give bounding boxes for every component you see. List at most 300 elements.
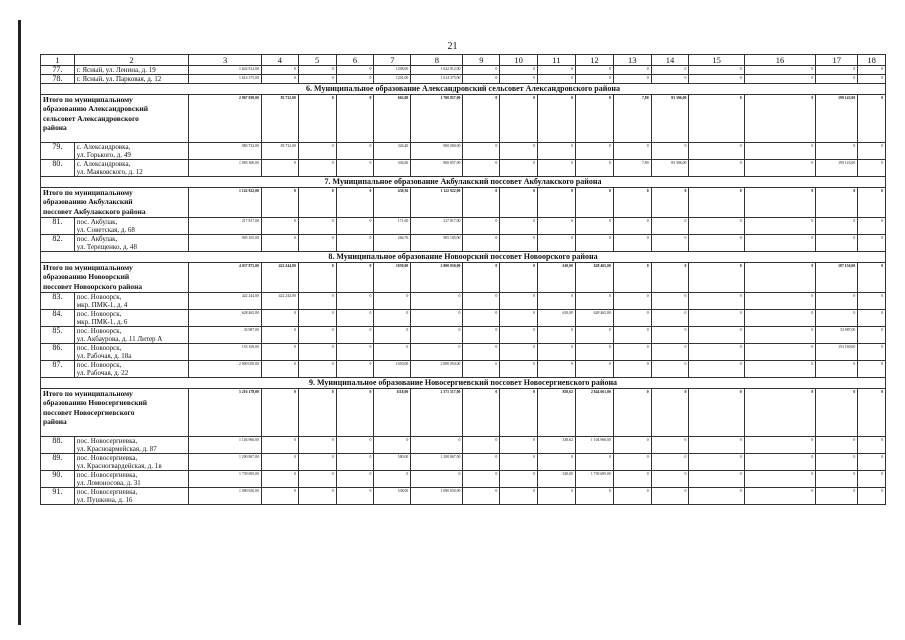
column-number: 13 <box>613 55 651 66</box>
value-cell: 0 <box>538 160 576 177</box>
value-cell: 0 <box>298 471 336 488</box>
value-cell: 0 <box>298 293 336 310</box>
value-cell: 0 <box>336 437 374 454</box>
value-cell: 0 <box>689 488 744 505</box>
value-cell: 0 <box>298 143 336 160</box>
row-index: 79. <box>41 143 75 160</box>
value-cell: 0 <box>411 344 463 361</box>
value-cell: 0 <box>858 310 886 327</box>
value-cell: 0 <box>744 454 816 471</box>
value-cell: 0 <box>816 437 858 454</box>
value-cell: 0 <box>500 488 538 505</box>
table-row <box>41 488 886 505</box>
value-cell: 0 <box>298 454 336 471</box>
value-cell: 0 <box>298 327 336 344</box>
value-cell: 0 <box>744 263 816 293</box>
name-line: поссовет Новосергиевского <box>43 407 135 417</box>
column-number: 11 <box>538 55 576 66</box>
value-cell: 0 <box>374 437 411 454</box>
value-cell: 0 <box>613 437 651 454</box>
row-index: 90. <box>41 471 75 488</box>
name-line: г. Ясный, ул. Ленина, д. 19 <box>76 66 156 74</box>
value-cell: 0 <box>298 437 336 454</box>
value-cell: 0 <box>538 143 576 160</box>
section-header-row <box>41 84 886 95</box>
value-cell: 0 <box>538 293 576 310</box>
value-cell: 1 122 922,00 <box>411 188 463 218</box>
value-cell: 0 <box>858 95 886 143</box>
column-number: 8 <box>411 55 463 66</box>
value-cell: 0 <box>744 75 816 84</box>
value-cell: 0 <box>613 235 651 252</box>
value-cell: 187 156,00 <box>816 263 858 293</box>
value-cell: 0 <box>463 471 500 488</box>
value-cell: 0 <box>744 143 816 160</box>
value-cell: 0 <box>651 361 689 378</box>
value-cell: 0 <box>651 454 689 471</box>
section-header-row <box>41 177 886 188</box>
value-cell: 0 <box>816 66 858 75</box>
value-cell: 0 <box>858 389 886 437</box>
value-cell: 0 <box>261 235 298 252</box>
value-cell: 0 <box>689 293 744 310</box>
value-cell: 1 622 912,00 <box>411 66 463 75</box>
value-cell: 0 <box>298 263 336 293</box>
value-cell: 0 <box>463 361 500 378</box>
value-cell: 0 <box>261 361 298 378</box>
value-cell: 0 <box>613 143 651 160</box>
value-cell: 0 <box>689 95 744 143</box>
value-cell: 0 <box>374 310 411 327</box>
row-index: 83. <box>41 293 75 310</box>
value-cell: 0 <box>651 143 689 160</box>
value-cell: 1208,00 <box>374 66 411 75</box>
value-cell: 0 <box>500 75 538 84</box>
value-cell: 83 732,00 <box>261 143 298 160</box>
address-cell <box>74 160 189 177</box>
value-cell: 1 622 912,00 <box>189 66 262 75</box>
value-cell: 0 <box>463 454 500 471</box>
value-cell: 0 <box>500 437 538 454</box>
value-cell: 0 <box>261 218 298 235</box>
address-cell <box>74 361 189 378</box>
value-cell: 0 <box>575 293 613 310</box>
value-cell: 0 <box>463 235 500 252</box>
value-cell: 0 <box>816 143 858 160</box>
name-line: ул. Маяковского, д. 12 <box>76 168 143 176</box>
value-cell: 0 <box>858 75 886 84</box>
value-cell: 1 080 650,00 <box>411 488 463 505</box>
value-cell: 1 104 966,00 <box>575 437 613 454</box>
page-number: 21 <box>447 41 458 52</box>
value-cell: 0 <box>613 488 651 505</box>
section-header-row <box>41 252 886 263</box>
column-number: 10 <box>500 55 538 66</box>
value-cell: 0 <box>816 488 858 505</box>
address-cell <box>74 471 189 488</box>
value-cell: 0 <box>744 218 816 235</box>
value-cell: 1201,00 <box>374 75 411 84</box>
value-cell: 0 <box>651 471 689 488</box>
value-cell: 0 <box>298 235 336 252</box>
value-cell: 0 <box>500 454 538 471</box>
value-cell: 1 290 867,00 <box>411 454 463 471</box>
name-line: Итого по муниципальному <box>43 95 133 104</box>
row-index: 78. <box>41 75 75 84</box>
name-line: пос. Новоорск, <box>76 327 122 335</box>
value-cell: 0 <box>689 188 744 218</box>
value-cell: 0 <box>261 327 298 344</box>
value-cell: 0 <box>298 389 336 437</box>
value-cell: 0 <box>261 66 298 75</box>
value-cell: 0 <box>689 437 744 454</box>
value-cell: 0 <box>613 66 651 75</box>
value-cell: 0 <box>500 95 538 143</box>
row-index: 77. <box>41 66 75 75</box>
table-row <box>41 66 886 75</box>
value-cell: 0 <box>613 344 651 361</box>
value-cell: 1 614 375,00 <box>189 75 262 84</box>
value-cell: 0 <box>538 235 576 252</box>
value-cell: 0 <box>744 188 816 218</box>
value-cell: 858,62 <box>538 389 576 437</box>
value-cell: 0 <box>651 263 689 293</box>
column-number: 17 <box>816 55 858 66</box>
value-cell: 171,60 <box>374 218 411 235</box>
value-cell: 83 306,00 <box>651 95 689 143</box>
value-cell: 0 <box>744 344 816 361</box>
value-cell: 0 <box>463 263 500 293</box>
value-cell: 7,80 <box>613 160 651 177</box>
value-cell: 0 <box>689 75 744 84</box>
value-cell: 2 800 050,00 <box>411 361 463 378</box>
value-cell: 538,00 <box>374 488 411 505</box>
name-line: ул. Горького, д. 49 <box>76 151 131 159</box>
value-cell: 0 <box>261 310 298 327</box>
value-cell: 0 <box>336 471 374 488</box>
value-cell: 0 <box>463 143 500 160</box>
value-cell: 0 <box>463 75 500 84</box>
name-line: ул. Красноармейская, д. 87 <box>76 445 157 453</box>
address-cell <box>74 143 189 160</box>
value-cell: 0 <box>858 218 886 235</box>
value-cell: 900 000,00 <box>411 143 463 160</box>
column-number: 1 <box>41 55 75 66</box>
value-cell: 0 <box>689 310 744 327</box>
name-line: пос. Новосергиевка, <box>76 454 138 462</box>
value-cell: 0 <box>651 488 689 505</box>
value-cell: 0 <box>613 263 651 293</box>
value-cell: 153 169,00 <box>189 344 262 361</box>
name-line: пос. Новоорск, <box>76 310 122 318</box>
value-cell: 0 <box>261 188 298 218</box>
value-cell: 199 143,00 <box>816 160 858 177</box>
column-number: 2 <box>74 55 189 66</box>
section-title: 7. Муниципальное образование Акбулакский поссовет Акбулакского района <box>41 177 886 188</box>
subtotal-row <box>41 389 886 437</box>
value-cell: 0 <box>816 361 858 378</box>
value-cell: 422 244,00 <box>261 293 298 310</box>
value-cell: 0 <box>816 310 858 327</box>
value-cell: 0 <box>463 344 500 361</box>
name-line: пос. Новосергиевка, <box>76 437 138 445</box>
value-cell: 0 <box>463 188 500 218</box>
value-cell: 0 <box>689 389 744 437</box>
address-cell <box>74 344 189 361</box>
value-cell: 33 987,00 <box>189 327 262 344</box>
table-row <box>41 327 886 344</box>
value-cell: 0 <box>298 95 336 143</box>
name-line: ул. Рабочая, д. 18а <box>76 352 132 360</box>
value-cell: 0 <box>500 344 538 361</box>
column-number: 9 <box>463 55 500 66</box>
value-cell: 0 <box>538 454 576 471</box>
value-cell: 438,36 <box>374 188 411 218</box>
value-cell: 0 <box>744 160 816 177</box>
value-cell: 0 <box>613 361 651 378</box>
value-cell: 0 <box>463 66 500 75</box>
value-cell: 217 817,00 <box>189 218 262 235</box>
value-cell: 0 <box>575 218 613 235</box>
value-cell: 0 <box>744 488 816 505</box>
value-cell: 0 <box>816 235 858 252</box>
subtotal-label <box>41 188 189 218</box>
value-cell: 0 <box>298 361 336 378</box>
value-cell: 0 <box>744 235 816 252</box>
value-cell: 0 <box>336 160 374 177</box>
value-cell: 0 <box>689 160 744 177</box>
value-cell: 0 <box>463 488 500 505</box>
name-line: образованию Новоорский <box>43 272 130 282</box>
name-line: пос. Новоорск, <box>76 361 122 369</box>
column-number: 16 <box>744 55 816 66</box>
value-cell: 0 <box>651 310 689 327</box>
address-cell <box>74 454 189 471</box>
value-cell: 1 739 695,00 <box>189 471 262 488</box>
value-cell: 0 <box>261 454 298 471</box>
value-cell: 0 <box>336 389 374 437</box>
value-cell: 0 <box>463 293 500 310</box>
value-cell: 0 <box>651 66 689 75</box>
value-cell: 0 <box>411 471 463 488</box>
table-row <box>41 75 886 84</box>
value-cell: 0 <box>613 389 651 437</box>
value-cell: 1 700 857,00 <box>411 95 463 143</box>
value-cell: 0 <box>651 327 689 344</box>
value-cell: 0 <box>744 293 816 310</box>
value-cell: 1059,00 <box>374 361 411 378</box>
value-cell: 2 800 050,00 <box>411 263 463 293</box>
table-row <box>41 143 886 160</box>
address-cell <box>74 75 189 84</box>
value-cell: 0 <box>538 66 576 75</box>
value-cell: 0 <box>858 471 886 488</box>
name-line: пос. Новосергиевка, <box>76 471 138 479</box>
subtotal-label <box>41 263 189 293</box>
value-cell: 0 <box>298 488 336 505</box>
value-cell: 0 <box>336 361 374 378</box>
value-cell: 0 <box>538 95 576 143</box>
value-cell: 0 <box>261 488 298 505</box>
address-cell <box>74 327 189 344</box>
value-cell: 0 <box>336 263 374 293</box>
value-cell: 0 <box>336 310 374 327</box>
value-cell: 0 <box>858 437 886 454</box>
row-index: 84. <box>41 310 75 327</box>
value-cell: 0 <box>500 389 538 437</box>
value-cell: 2 800 050,00 <box>189 361 262 378</box>
subtotal-label <box>41 389 189 437</box>
value-cell: 0 <box>411 310 463 327</box>
value-cell: 0 <box>336 293 374 310</box>
value-cell: 0 <box>298 344 336 361</box>
value-cell: 33 987,00 <box>816 327 858 344</box>
value-cell: 0 <box>858 263 886 293</box>
value-cell: 0 <box>411 293 463 310</box>
value-cell: 0 <box>858 235 886 252</box>
value-cell: 1 614 375,00 <box>411 75 463 84</box>
value-cell: 0 <box>298 218 336 235</box>
row-index: 88. <box>41 437 75 454</box>
value-cell: 0 <box>500 327 538 344</box>
value-cell: 0 <box>500 188 538 218</box>
column-number: 4 <box>261 55 298 66</box>
value-cell: 0 <box>463 437 500 454</box>
name-line: ул. Пушкина, д. 16 <box>76 496 133 504</box>
value-cell: 0 <box>858 488 886 505</box>
value-cell: 0 <box>261 160 298 177</box>
value-cell: 0 <box>298 66 336 75</box>
value-cell: 7,80 <box>613 95 651 143</box>
value-cell: 0 <box>500 160 538 177</box>
name-line: ул. Терещенко, д. 48 <box>76 243 138 251</box>
value-cell: 0 <box>744 327 816 344</box>
name-line: Итого по муниципальному <box>43 263 133 272</box>
value-cell: 0 <box>858 143 886 160</box>
value-cell: 338,62 <box>538 437 576 454</box>
value-cell: 0 <box>689 454 744 471</box>
value-cell: 0 <box>575 75 613 84</box>
value-cell: 0 <box>651 218 689 235</box>
value-cell: 0 <box>689 344 744 361</box>
name-line: с. Александровка, <box>76 160 131 168</box>
subtotal-row <box>41 95 886 143</box>
value-cell: 0 <box>816 75 858 84</box>
value-cell: 0 <box>689 263 744 293</box>
value-cell: 0 <box>744 95 816 143</box>
value-cell: 336,60 <box>374 160 411 177</box>
name-line: образованию Новосергиевский <box>43 398 148 408</box>
value-cell: 0 <box>336 454 374 471</box>
value-cell: 0 <box>744 361 816 378</box>
value-cell: 83 306,00 <box>651 160 689 177</box>
value-cell: 0 <box>689 327 744 344</box>
value-cell: 0 <box>816 454 858 471</box>
table-row <box>41 454 886 471</box>
value-cell: 0 <box>463 327 500 344</box>
value-cell: 0 <box>463 95 500 143</box>
column-number: 14 <box>651 55 689 66</box>
value-cell: 0 <box>463 160 500 177</box>
value-cell: 0 <box>858 454 886 471</box>
value-cell: 0 <box>374 344 411 361</box>
name-line: пос. Акбулак, <box>76 218 118 226</box>
value-cell: 0 <box>336 327 374 344</box>
value-cell: 2 371 517,00 <box>411 389 463 437</box>
value-cell: 0 <box>816 218 858 235</box>
value-cell: 0 <box>500 263 538 293</box>
value-cell: 0 <box>500 361 538 378</box>
value-cell: 663,00 <box>374 95 411 143</box>
name-line: мкр. ПМК-1, д. 6 <box>76 318 128 326</box>
value-cell: 0 <box>651 235 689 252</box>
value-cell: 0 <box>689 361 744 378</box>
value-cell: 0 <box>575 488 613 505</box>
value-cell: 153 169,00 <box>816 344 858 361</box>
address-cell <box>74 235 189 252</box>
row-index: 80. <box>41 160 75 177</box>
value-cell: 0 <box>336 66 374 75</box>
value-cell: 0 <box>411 437 463 454</box>
value-cell: 0 <box>336 188 374 218</box>
value-cell: 0 <box>463 389 500 437</box>
value-cell: 0 <box>298 75 336 84</box>
value-cell: 628 465,00 <box>575 263 613 293</box>
table-row <box>41 437 886 454</box>
value-cell: 0 <box>744 310 816 327</box>
value-cell: 0 <box>575 235 613 252</box>
value-cell: 4 037 875,00 <box>189 263 262 293</box>
table-row <box>41 310 886 327</box>
name-line: ул. Ломоносова, д. 31 <box>76 479 141 487</box>
value-cell: 1 122 922,00 <box>189 188 262 218</box>
value-cell: 0 <box>858 66 886 75</box>
value-cell: 0 <box>575 66 613 75</box>
value-cell: 0 <box>336 95 374 143</box>
value-cell: 0 <box>651 75 689 84</box>
value-cell: 0 <box>500 293 538 310</box>
value-cell: 0 <box>689 235 744 252</box>
name-line: района <box>43 123 67 133</box>
value-cell: 0 <box>858 327 886 344</box>
value-cell: 0 <box>816 188 858 218</box>
value-cell: 0 <box>858 361 886 378</box>
value-cell: 0 <box>651 344 689 361</box>
value-cell: 5 216 178,00 <box>189 389 262 437</box>
value-cell: 0 <box>689 66 744 75</box>
value-cell: 0 <box>651 389 689 437</box>
value-cell: 0 <box>538 188 576 218</box>
value-cell: 0 <box>336 488 374 505</box>
name-line: пос. Акбулак, <box>76 235 118 243</box>
name-line: Итого по муниципальному <box>43 188 133 197</box>
name-line: пос. Новоорск, <box>76 293 122 301</box>
table-row <box>41 218 886 235</box>
value-cell: 628 465,00 <box>575 310 613 327</box>
name-line: ул. Акбаурова, д. 11 Литер А <box>76 335 163 343</box>
address-cell <box>74 310 189 327</box>
value-cell: 1 080 650,00 <box>189 488 262 505</box>
value-cell: 0 <box>613 75 651 84</box>
value-cell: 905 105,00 <box>189 235 262 252</box>
column-number: 15 <box>689 55 744 66</box>
value-cell: 0 <box>858 188 886 218</box>
value-cell: 800 857,00 <box>411 160 463 177</box>
subtotal-row <box>41 188 886 218</box>
value-cell: 0 <box>575 95 613 143</box>
value-cell: 0 <box>613 293 651 310</box>
register-table <box>40 54 886 505</box>
